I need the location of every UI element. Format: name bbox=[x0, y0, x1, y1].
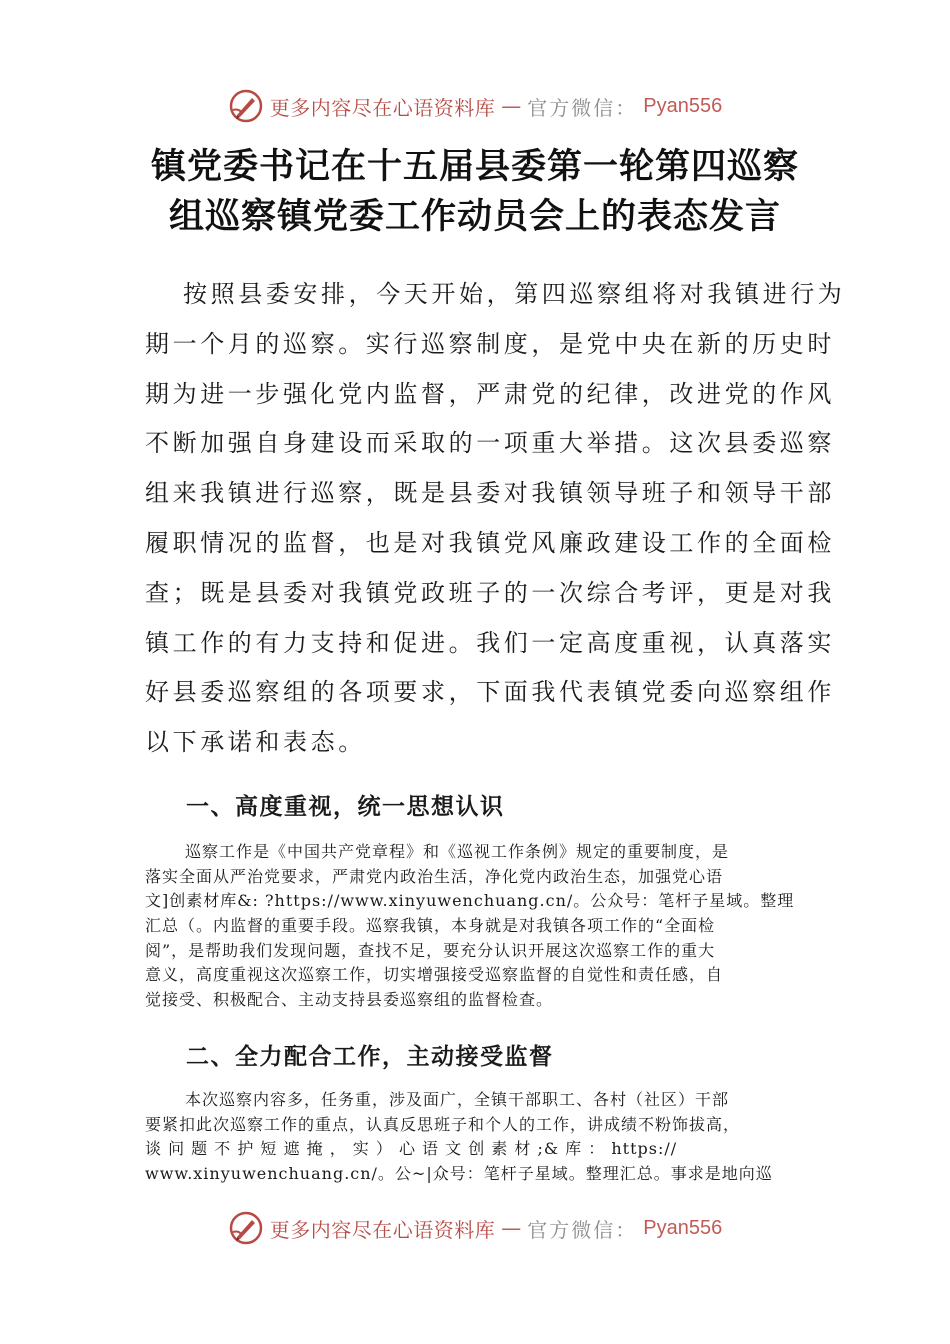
intro-line: 组来我镇进行巡察，既是县委对我镇领导班子和领导干部 bbox=[145, 479, 835, 508]
section-2-line: 谈 问 题 不 护 短 遮 掩 ， 实 ） 心 语 文 创 素 材 ;& 库 ： https:// bbox=[145, 1139, 678, 1159]
banner-wechat-id: Pyan556 bbox=[643, 94, 723, 117]
intro-line: 镇工作的有力支持和促进。我们一定高度重视，认真落实 bbox=[145, 628, 835, 657]
intro-line: 查；既是县委对我镇党政班子的一次综合考评，更是对我 bbox=[145, 578, 835, 607]
banner-wechat-label: 官方微信： bbox=[527, 1217, 638, 1242]
intro-line: 按照县委安排，今天开始，第四巡察组将对我镇进行为 bbox=[183, 280, 846, 308]
section-2-body bbox=[145, 1088, 805, 1187]
section-1-line: 落实全面从严治党要求，严肃党内政治生活，净化党内政治生态，加强党心语 bbox=[145, 866, 724, 886]
title-line-2: 组巡察镇党委工作动员会上的表态发言 bbox=[168, 196, 781, 237]
intro-line: 履职情况的监督，也是对我镇党风廉政建设工作的全面检 bbox=[145, 528, 835, 557]
section-1-heading: 一、高度重视，统一思想认识 bbox=[186, 793, 505, 820]
section-1-line: 意义，高度重视这次巡察工作，切实增强接受巡察监督的自觉性和责任感，自 bbox=[145, 965, 724, 985]
intro-line: 期为进一步强化党内监督，严肃党的纪律，改进党的作风 bbox=[145, 379, 835, 408]
footer-watermark-banner bbox=[0, 1208, 950, 1248]
intro-line: 以下承诺和表态。 bbox=[145, 728, 366, 757]
intro-line: 期一个月的巡察。实行巡察制度，是党中央在新的历史时 bbox=[145, 329, 835, 358]
document-title bbox=[120, 142, 830, 242]
banner-wechat-id: Pyan556 bbox=[643, 1216, 723, 1239]
pen-logo-icon bbox=[228, 88, 264, 124]
section-2-heading: 二、全力配合工作，主动接受监督 bbox=[186, 1043, 554, 1070]
intro-paragraph bbox=[145, 270, 846, 768]
section-1-body bbox=[145, 840, 805, 1013]
section-1-line: 阅”，是帮助我们发现问题，查找不足，要充分认识开展这次巡察工作的重大 bbox=[145, 940, 716, 960]
banner-site-name: 更多内容尽在心语资料库 bbox=[269, 95, 496, 120]
header-watermark-banner bbox=[0, 86, 950, 126]
banner-dash: — bbox=[501, 1216, 522, 1240]
pen-logo-icon bbox=[228, 1210, 264, 1246]
section-2-line: www.xinyuwenchuang.cn/。公~|众号：笔杆子星域。整理汇总。事求是地向巡 bbox=[145, 1164, 773, 1184]
section-2-line: 要紧扣此次巡察工作的重点，认真反思班子和个人的工作，讲成绩不粉饰拔高， bbox=[145, 1114, 741, 1134]
section-1-line: 巡察工作是《中国共产党章程》和《巡视工作条例》规定的重要制度，是 bbox=[185, 842, 730, 861]
intro-line: 不断加强自身建设而采取的一项重大举措。这次县委巡察 bbox=[145, 429, 835, 458]
section-2-line: 本次巡察内容多，任务重，涉及面广，全镇干部职工、各村（社区）干部 bbox=[185, 1090, 730, 1109]
banner-site-name: 更多内容尽在心语资料库 bbox=[269, 1217, 496, 1242]
banner-dash: — bbox=[501, 94, 522, 118]
intro-line: 好县委巡察组的各项要求，下面我代表镇党委向巡察组作 bbox=[145, 678, 835, 707]
section-1-line: 觉接受、积极配合、主动支持县委巡察组的监督检查。 bbox=[145, 990, 554, 1010]
section-1-line: 文]创素材库&: ?https://www.xinyuwenchuang.cn/。公众号：笔杆子星域。整理 bbox=[145, 891, 795, 911]
title-line-1: 镇党委书记在十五届县委第一轮第四巡察 bbox=[150, 146, 799, 187]
section-1-line: 汇总（。内监督的重要手段。巡察我镇，本身就是对我镇各项工作的“全面检 bbox=[145, 916, 716, 936]
banner-wechat-label: 官方微信： bbox=[527, 95, 638, 120]
